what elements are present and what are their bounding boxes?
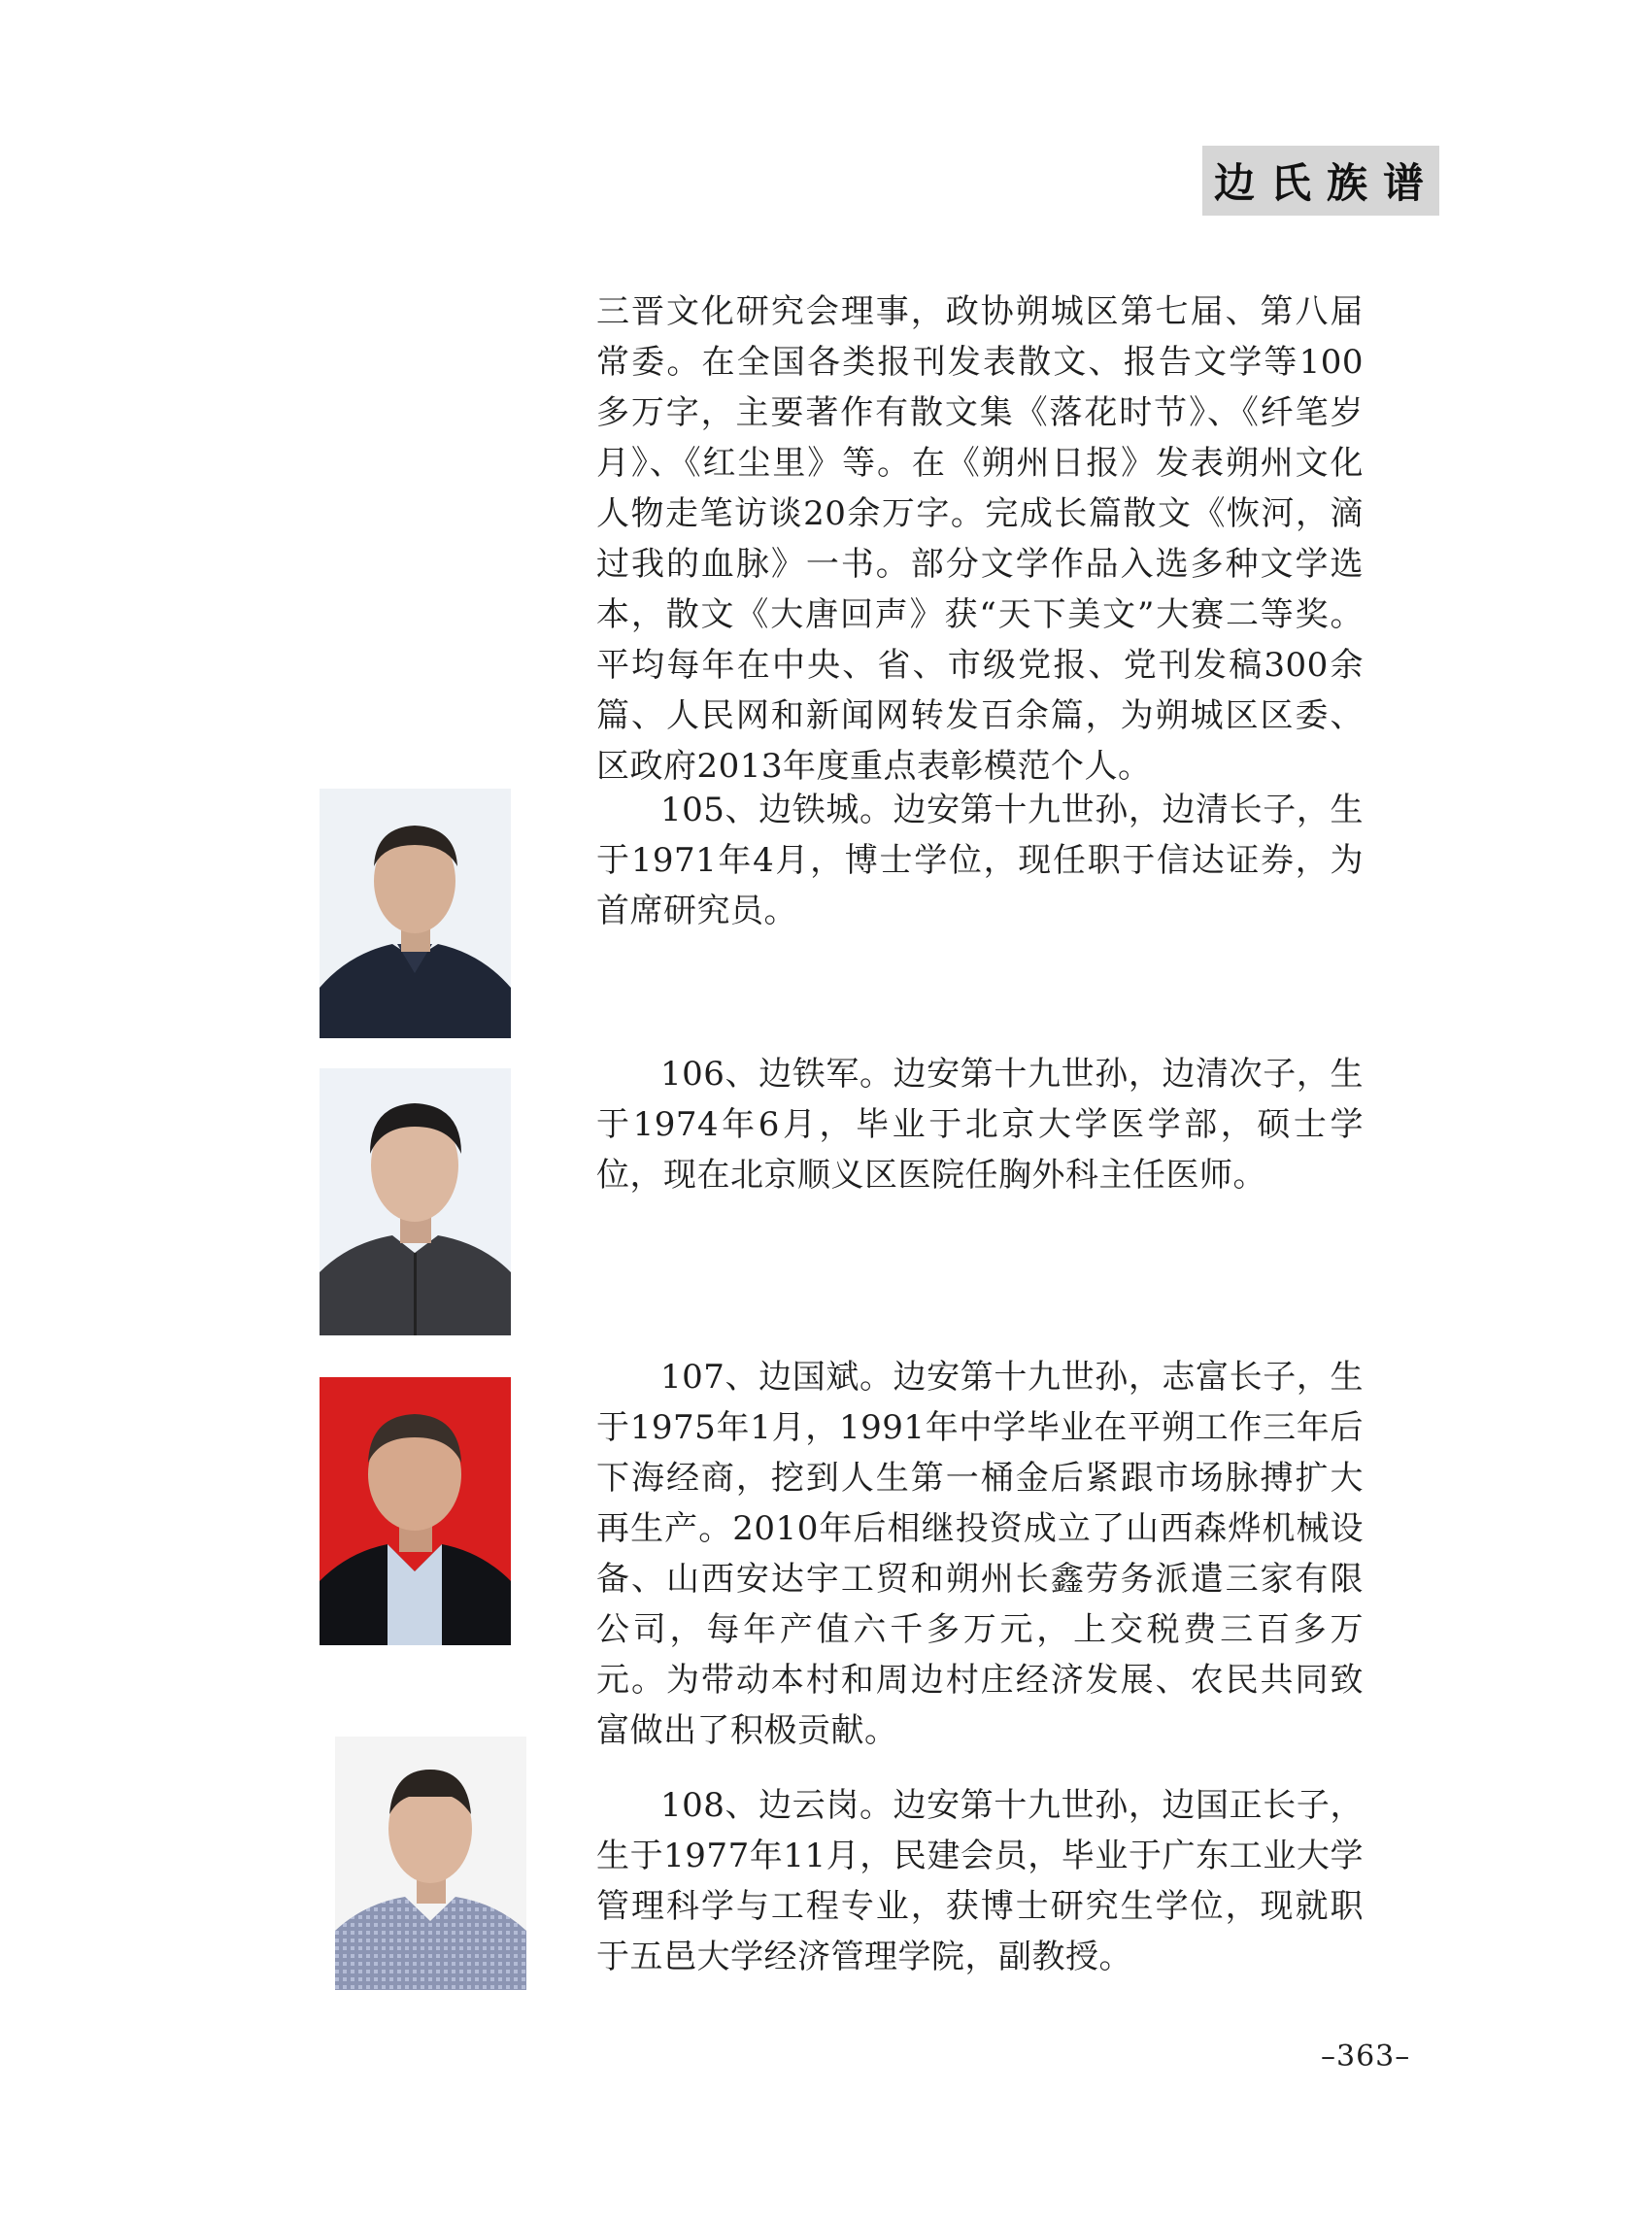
entry-105-text: 105、边铁城。边安第十九世孙，边清长子，生于1971年4月，博士学位，现任职于信达证券，为首席研究员。 — [596, 791, 1364, 930]
entry-107-text: 107、边国斌。边安第十九世孙，志富长子，生于1975年1月，1991年中学毕业在平朔工作三年后下海经商，挖到人生第一桶金后紧跟市场脉搏扩大再生产。2010年后相继投资成立了山西森烨机械设备、山西安达宇工贸和朔州长鑫劳务派遣三家有限公司，每年产值六千多万元，上交税费三百多万元。为带动本村和周边村庄经济发展、农民共同致富做出了积极贡献。 — [596, 1358, 1364, 1750]
header-title: 边氏族谱 — [1214, 159, 1440, 207]
entry-106-text: 106、边铁军。边安第十九世孙，边清次子，生于1974年6月，毕业于北京大学医学部，硕士学位，现在北京顺义区医院任胸外科主任医师。 — [596, 1055, 1364, 1195]
portrait-photo-107 — [320, 1377, 511, 1645]
portrait-photo-105 — [320, 789, 511, 1038]
page-number: –363– — [1321, 2040, 1411, 2074]
portrait-photo-106 — [320, 1068, 511, 1335]
entry-108-text: 108、边云岗。边安第十九世孙，边国正长子，生于1977年11月，民建会员，毕业于广东工业大学管理科学与工程专业，获博士研究生学位，现就职于五邑大学经济管理学院，副教授。 — [596, 1786, 1364, 1976]
continuation-paragraph: 三晋文化研究会理事，政协朔城区第七届、第八届常委。在全国各类报刊发表散文、报告文学等100多万字，主要著作有散文集《落花时节》、《纤笔岁月》、《红尘里》等。在《朔州日报》发表朔州文化人物走笔访谈20余万字。完成长篇散文《恢河，滴过我的血脉》一书。部分文学作品入选多种文学选本，散文《大唐回声》获“天下美文”大赛二等奖。平均每年在中央、省、市级党报、党刊发稿300余篇、人民网和新闻网转发百余篇，为朔城区区委、区政府2013年度重点表彰模范个人。 — [596, 292, 1364, 786]
header-title-box — [1202, 146, 1439, 216]
portrait-photo-108 — [335, 1737, 526, 1990]
